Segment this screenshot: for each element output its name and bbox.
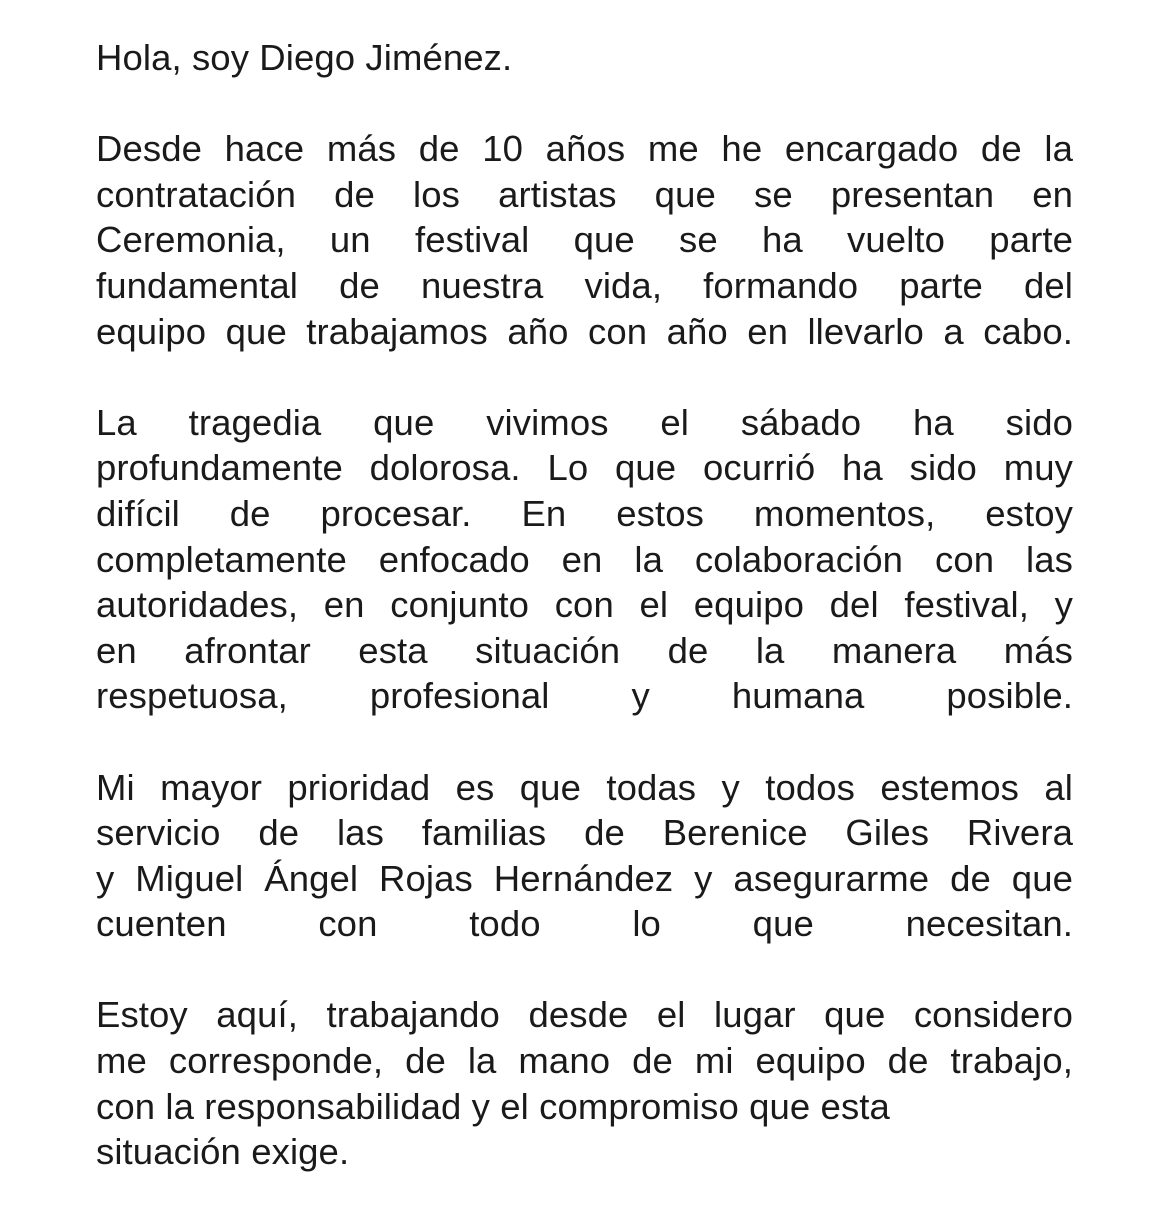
paragraph-line: Mi mayor prioridad es que todas y todos estemos al (96, 766, 1073, 808)
paragraph-line: en afrontar esta situación de la manera más (96, 629, 1073, 671)
paragraph-line: y Miguel Ángel Rojas Hernández y asegurarme de que (96, 857, 1073, 899)
paragraph-line: cuenten con todo lo que necesitan. (96, 903, 1073, 945)
paragraph-line: Desde hace más de 10 años me he encargado de la (96, 128, 1073, 170)
paragraph-line: servicio de las familias de Berenice Giles Rivera (96, 812, 1073, 854)
paragraph-line: Estoy aquí, trabajando desde el lugar que considero (96, 994, 1073, 1036)
paragraph-line: Ceremonia, un festival que se ha vuelto parte (96, 219, 1073, 261)
paragraph-line: situación exige. (96, 1131, 350, 1173)
paragraph-line: respetuosa, profesional y humana posible. (96, 675, 1073, 717)
paragraph-line: con la responsabilidad y el compromiso que esta (96, 1085, 890, 1127)
paragraph-4 (96, 992, 1073, 1174)
paragraph-line: me corresponde, de la mano de mi equipo de trabajo, (96, 1040, 1073, 1082)
paragraph-line: autoridades, en conjunto con el equipo del festival, y (96, 584, 1073, 626)
paragraph-line: equipo que trabajamos año con año en llevarlo a cabo. (96, 310, 1073, 352)
paragraph-line: fundamental de nuestra vida, formando parte del (96, 264, 1073, 306)
paragraph-3 (96, 765, 1073, 947)
paragraph-2 (96, 400, 1073, 719)
paragraph-line: completamente enfocado en la colaboración con las (96, 538, 1073, 580)
paragraph-line: difícil de procesar. En estos momentos, estoy (96, 492, 1073, 534)
paragraph-line: La tragedia que vivimos el sábado ha sido (96, 401, 1073, 443)
paragraph-1 (96, 126, 1073, 354)
paragraph-line: contratación de los artistas que se presentan en (96, 173, 1073, 215)
greeting-line: Hola, soy Diego Jiménez. (96, 37, 513, 78)
statement-document (96, 35, 1073, 1175)
paragraph-line: profundamente dolorosa. Lo que ocurrió ha sido muy (96, 447, 1073, 489)
